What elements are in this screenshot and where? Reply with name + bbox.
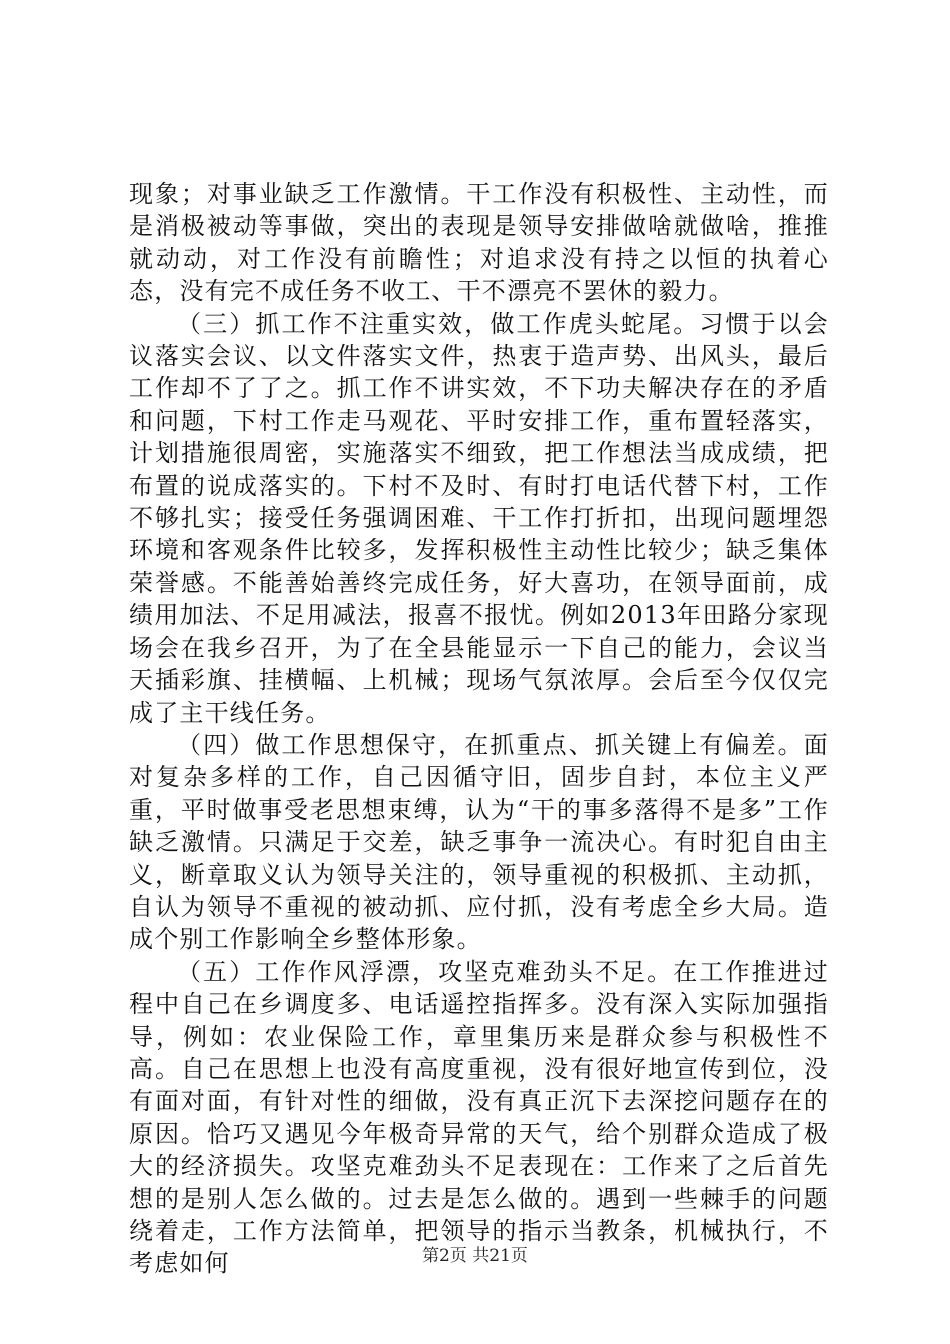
document-body: [129, 178, 829, 1280]
paragraph-continuation: 现象；对事业缺乏工作激情。干工作没有积极性、主动性，而是消极被动等事做，突出的表现是领导安排做啥就做啥，推推就动动，对工作没有前瞻性；对追求没有持之以恒的执着心态，没有完不成任务不收工、干不漂亮不罢休的毅力。: [129, 180, 829, 306]
paragraph-section-5: （五）工作作风浮漂，攻坚克难劲头不足。在工作推进过程中自己在乡调度多、电话遥控指挥多。没有深入实际加强指导，例如：农业保险工作，章里集历来是群众参与积极性不高。自己在思想上也没有高度重视，没有很好地宣传到位，没有面对面，有针对性的细做，没有真正沉下去深挖问题存在的原因。恰巧又遇见今年极奇异常的天气，给个别群众造成了极大的经济损失。攻坚克难劲头不足表现在：工作来了之后首先想的是别人怎么做的。过去是怎么做的。遇到一些棘手的问题绕着走，工作方法简单，把领导的指示当教条，机械执行，不考虑如何: [129, 957, 829, 1278]
paragraph-section-3: （三）抓工作不注重实效，做工作虎头蛇尾。习惯于以会议落实会议、以文件落实文件，热衷于造声势、出风头，最后工作却不了了之。抓工作不讲实效，不下功夫解决存在的矛盾和问题，下村工作走马观花、平时安排工作，重布置轻落实，计划措施很周密，实施落实不细致，把工作想法当成成绩，把布置的说成落实的。下村不及时、有时打电话代替下村，工作不够扎实；接受任务强调困难、干工作打折扣，出现问题埋怨环境和客观条件比较多，发挥积极性主动性比较少；缺乏集体荣誉感。不能善始善终完成任务，好大喜功，在领导面前，成绩用加法、不足用减法，报喜不报忧。例如2013年田路分家现场会在我乡召开，为了在全县能显示一下自己的能力，会议当天插彩旗、挂横幅、上机械；现场气氛浓厚。会后至今仅仅完成了主干线任务。: [129, 309, 829, 727]
paragraph-section-4: （四）做工作思想保守，在抓重点、抓关键上有偏差。面对复杂多样的工作，自己因循守旧，固步自封，本位主义严重，平时做事受老思想束缚，认为“干的事多落得不是多”工作缺乏激情。只满足于交差，缺乏事争一流决心。有时犯自由主义，断章取义认为领导关注的，领导重视的积极抓、主动抓，自认为领导不重视的被动抓、应付抓，没有考虑全乡大局。造成个别工作影响全乡整体形象。: [129, 730, 829, 954]
page-footer: 第2页 共21页: [422, 1246, 528, 1266]
